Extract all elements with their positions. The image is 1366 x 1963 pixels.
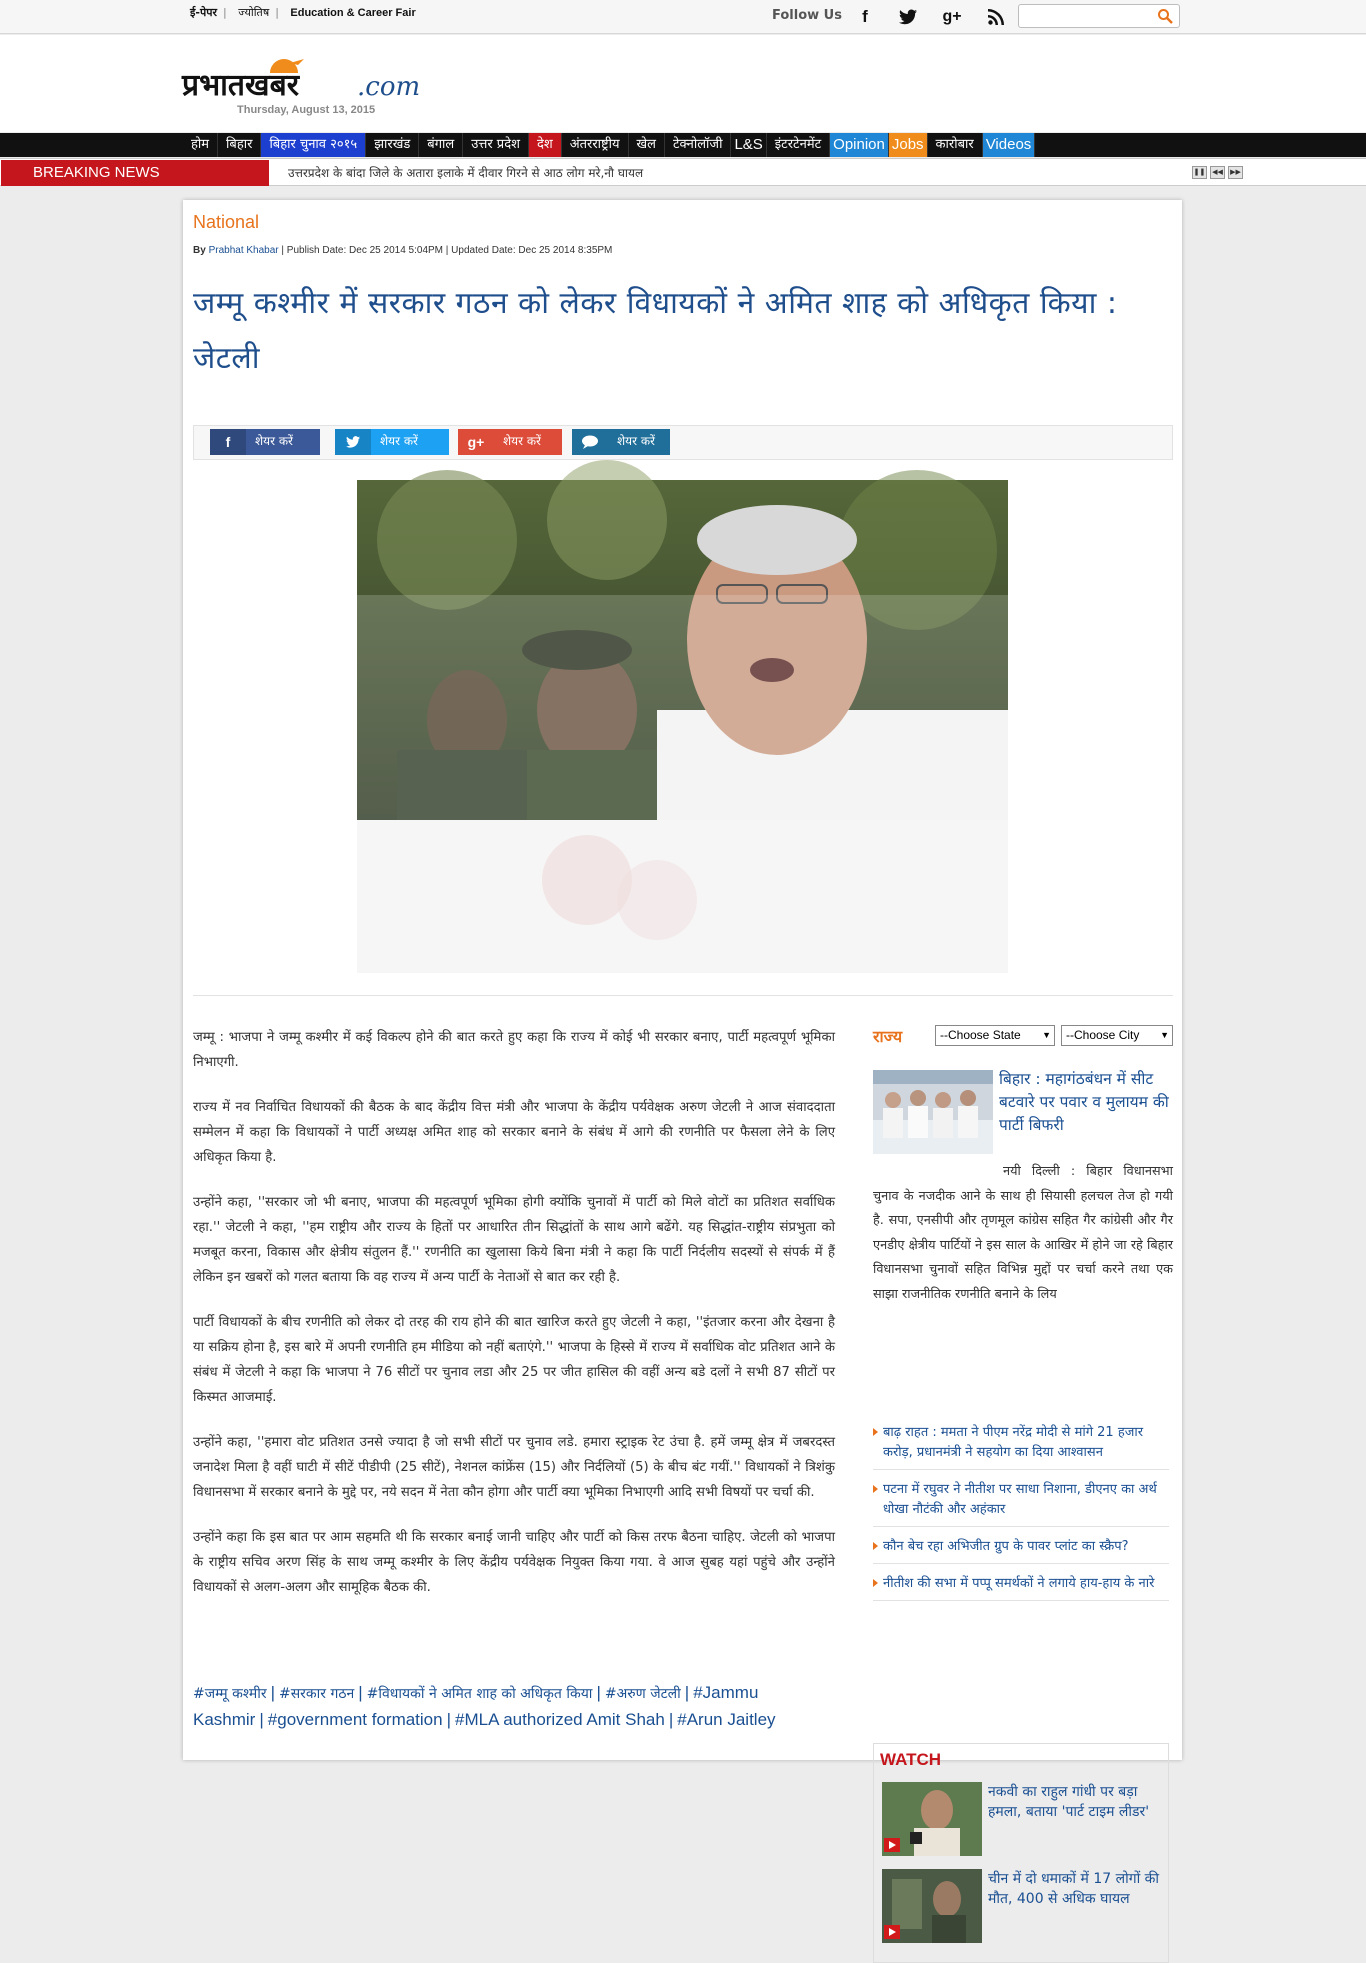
paragraph: उन्होंने कहा, ''हमारा वोट प्रतिशत उनसे ज्यादा है जो सभी सीटों पर चुनाव लडे. हमारा स्ट्राइक रेट उंचा है. हमें जम्मू क्षेत्र में जबरदस्त जनादेश मिला है वहीं घाटी में सीटें पीडीपी (25 सीटें), नेशनल कांफ्रेंस (15) और निर्दलियों (5) के बीच बंट गयीं.'' विधायकों ने त्रिशंकु विधानसभा में सरकार बनाने के मुद्दे पर, नये सदन में नेता कौन होगा और पार्टी क्या भूमिका निभाएगी आदि सभी विषयों पर चर्चा की. bbox=[193, 1435, 835, 1500]
search-input[interactable] bbox=[1018, 4, 1180, 28]
google-plus-icon: g+ bbox=[467, 434, 485, 450]
twitter-icon[interactable] bbox=[897, 6, 919, 28]
ticker-controls bbox=[1192, 166, 1243, 179]
lead-story-image[interactable] bbox=[873, 1070, 993, 1154]
nav-item[interactable]: Jobs bbox=[889, 133, 928, 157]
share-label: शेयर करें bbox=[617, 434, 655, 448]
related-list bbox=[873, 1419, 1169, 1607]
publish-meta: | Publish Date: Dec 25 2014 5:04PM | Updated Date: Dec 25 2014 8:35PM bbox=[281, 245, 613, 256]
epaper-link[interactable]: ई-पेपर bbox=[190, 6, 217, 19]
tag-list bbox=[193, 1680, 843, 1732]
list-item[interactable]: बाढ़ राहत : ममता ने पीएम नरेंद्र मोदी से मांगे 21 हजार करोड़, प्रधानमंत्री ने सहयोग का दिया आश्वासन bbox=[873, 1419, 1169, 1470]
paragraph: उन्होंने कहा, ''सरकार जो भी बनाए, भाजपा की महत्वपूर्ण भूमिका होगी क्योंकि चुनावों में पार्टी को मिले वोटों का प्रतिशत सर्वाधिक रहा.'' जेटली ने कहा, ''हम राष्ट्रीय और राज्य के हितों पर आधारित तीन सिद्धांतों के साथ आगे बढेंगे. यह सिद्धांत-राष्ट्रीय संप्रभुता को मजबूत करना, विकास और क्षेत्रीय संतुलन हैं.'' रणनीति का खुलासा किये बिना मंत्री ने कहा कि पार्टी निर्दलीय सदस्यों से संपर्क में हैं लेकिन इन खबरों को गलत बताया कि वह राज्य में अन्य पार्टी के नेताओं से बात कर रही है. bbox=[193, 1195, 835, 1285]
list-item[interactable]: पटना में रघुवर ने नीतीश पर साधा निशाना, डीएनए का अर्थ धोखा नौटंकी और अहंकार bbox=[873, 1476, 1169, 1527]
follow-us-label: Follow Us bbox=[772, 8, 842, 23]
list-item[interactable]: नीतीश की सभा में पप्पू समर्थकों ने लगाये हाय-हाय के नारे bbox=[873, 1570, 1169, 1601]
share-label: शेयर करें bbox=[503, 434, 541, 448]
paragraph: राज्य में नव निर्वाचित विधायकों की बैठक के बाद केंद्रीय वित्त मंत्री और भाजपा के केंद्रीय पर्यवेक्षक अरुण जेटली ने आज संवाददाता सम्मेलन में कहा कि विधायकों ने पार्टी अध्यक्ष अमित शाह को सरकार बनाने के संबंध में आगे की रणनीति पर फैसला लेने के लिए अधिकृत किया है. bbox=[193, 1100, 835, 1165]
lead-story-text: नयी दिल्ली : बिहार विधानसभा चुनाव के नजदीक आने के साथ ही सियासी हलचल तेज हो गयी है. सपा, एनसीपी और तृणमूल कांग्रेस सहित गैर कांग्रेसी और गैर एनडीए क्षेत्रीय पार्टियों ने इस साल के आखिर में होने जा रहे बिहार विधानसभा चुनावों सहित विभिन्न मुद्दों पर चर्चा करने तथा एक साझा राजनीतिक रणनीति बनाने के लिय bbox=[873, 1164, 1173, 1302]
by-label: By bbox=[193, 245, 206, 256]
comment-share-button[interactable] bbox=[572, 429, 670, 455]
comment-icon bbox=[572, 429, 608, 455]
video-thumbnail[interactable] bbox=[882, 1782, 982, 1856]
tag-link[interactable]: #विधायकों ने अमित शाह को अधिकृत किया bbox=[366, 1686, 593, 1702]
tag-separator: | bbox=[259, 1710, 264, 1729]
rajya-label: राज्य bbox=[873, 1027, 903, 1046]
google-plus-share-button[interactable] bbox=[458, 429, 562, 455]
divider bbox=[193, 995, 1173, 996]
paragraph: उन्होंने कहा कि इस बात पर आम सहमति थी कि सरकार बनाई जानी चाहिए और पार्टी को किस तरफ बैठना चाहिए. जेटली को भाजपा के राष्ट्रीय सचिव अरण सिंह के साथ जम्मू कश्मीर के लिए केंद्रीय पर्यवेक्षक नियुक्त किया गया. वे आज सुबह यहां पहुंचे और उन्होंने विधायकों से अलग-अलग और सामूहिक बैठक की. bbox=[193, 1530, 835, 1595]
section-label[interactable]: National bbox=[193, 212, 260, 232]
nav-item[interactable]: बंगाल bbox=[419, 133, 463, 157]
svg-text:प्रभातखबर: प्रभातखबर bbox=[182, 68, 299, 103]
facebook-icon: f bbox=[210, 429, 246, 455]
nav-item[interactable]: बिहार चुनाव २०१५ bbox=[261, 133, 366, 157]
state-select-value: --Choose State bbox=[940, 1028, 1021, 1042]
breaking-news-bar bbox=[0, 158, 1366, 186]
state-select[interactable] bbox=[935, 1025, 1055, 1046]
page-title: जम्मू कश्मीर में सरकार गठन को लेकर विधायकों ने अमित शाह को अधिकृत किया : जेटली bbox=[193, 286, 1118, 376]
separator: | bbox=[222, 6, 227, 19]
share-label: शेयर करें bbox=[380, 434, 418, 448]
education-fair-link[interactable]: Education & Career Fair bbox=[290, 7, 416, 19]
astrology-link[interactable]: ज्योतिष bbox=[238, 6, 270, 19]
google-plus-icon[interactable]: g+ bbox=[942, 8, 962, 25]
article-card bbox=[183, 200, 1182, 1907]
header-date: Thursday, August 13, 2015 bbox=[237, 104, 376, 116]
nav-item[interactable]: खेल bbox=[629, 133, 665, 157]
nav-item[interactable]: Opinion bbox=[830, 133, 889, 157]
city-select-value: --Choose City bbox=[1066, 1028, 1140, 1042]
nav-items bbox=[183, 133, 1035, 157]
nav-item[interactable]: झारखंड bbox=[366, 133, 419, 157]
facebook-share-button[interactable] bbox=[210, 429, 320, 455]
site-header bbox=[0, 35, 1366, 132]
tag-link[interactable]: #Arun Jaitley bbox=[677, 1710, 776, 1729]
tag-link[interactable]: #MLA authorized Amit Shah bbox=[455, 1710, 665, 1729]
share-label: शेयर करें bbox=[255, 434, 293, 448]
tag-separator: | bbox=[358, 1683, 363, 1702]
main-nav bbox=[0, 133, 1366, 157]
next-icon[interactable]: ▶▶ bbox=[1228, 166, 1243, 179]
pause-icon[interactable]: ❚❚ bbox=[1192, 166, 1207, 179]
nav-item[interactable]: Videos bbox=[983, 133, 1036, 157]
video-title[interactable]: चीन में दो धमाकों में 17 लोगों की मौत, 400 से अधिक घायल bbox=[988, 1871, 1160, 1907]
top-links bbox=[190, 5, 422, 20]
rss-icon[interactable] bbox=[985, 6, 1007, 28]
twitter-share-button[interactable] bbox=[335, 429, 449, 455]
nav-item[interactable]: अंतरराष्ट्रीय bbox=[562, 133, 629, 157]
byline bbox=[193, 245, 612, 256]
video-title[interactable]: नकवी का राहुल गांधी पर बड़ा हमला, बताया 'पार्ट टाइम लीडर' bbox=[988, 1784, 1150, 1820]
state-selector-row bbox=[873, 1025, 1173, 1047]
watch-box bbox=[873, 1743, 1169, 1963]
share-bar bbox=[193, 425, 1173, 460]
tag-separator: | bbox=[596, 1683, 601, 1702]
nav-item[interactable]: उत्तर प्रदेश bbox=[463, 133, 529, 157]
tag-separator: | bbox=[446, 1710, 452, 1729]
nav-item[interactable]: इंटरटेनमेंट bbox=[767, 133, 830, 157]
paragraph: जम्मू : भाजपा ने जम्मू कश्मीर में कई विकल्प होने की बात करते हुए कहा कि राज्य में कोई भी सरकार बनाए, पार्टी महत्वपूर्ण भूमिका निभाएगी. bbox=[193, 1030, 835, 1070]
tag-separator: | bbox=[684, 1683, 690, 1702]
chevron-down-icon: ▼ bbox=[1160, 1030, 1169, 1040]
nav-item[interactable]: होम bbox=[183, 133, 218, 157]
top-strip bbox=[0, 0, 1366, 34]
nav-item[interactable]: बिहार bbox=[218, 133, 261, 157]
list-item[interactable]: कौन बेच रहा अभिजीत ग्रुप के पावर प्लांट का स्क्रैप? bbox=[873, 1533, 1169, 1564]
article-photo bbox=[357, 480, 1008, 973]
twitter-icon bbox=[335, 429, 371, 455]
facebook-icon[interactable]: f bbox=[862, 7, 868, 26]
tag-link[interactable]: #अरुण जेटली bbox=[604, 1686, 681, 1702]
watch-label: WATCH bbox=[880, 1750, 942, 1769]
paragraph: पार्टी विधायकों के बीच रणनीति को लेकर दो तरह की राय होने की बात खारिज करते हुए जेटली ने कहा, ''इंतजार करना और देखना है या सक्रिय होना है, इस बारे में अपनी रणनीति हम मीडिया को नहीं बताएंगे.'' भाजपा के हिस्से में राज्य में सर्वाधिक वोट प्रतिशत आने के संबंध में जेटली ने कहा कि भाजपा ने 76 सीटों पर चुनाव लडा और 25 पर जीत हासिल की वहीं अन्य बडे दलों ने सभी 87 सीटों पर किस्मत आजमाई. bbox=[193, 1315, 835, 1405]
tag-separator: | bbox=[668, 1710, 674, 1729]
tag-separator: | bbox=[270, 1683, 275, 1702]
search-icon[interactable] bbox=[1157, 8, 1173, 24]
lead-story-title[interactable]: बिहार : महागंठबंधन में सीट बटवारे पर पवार व मुलायम की पार्टी बिफरी bbox=[999, 1070, 1169, 1134]
prev-icon[interactable]: ◀◀ bbox=[1210, 166, 1225, 179]
breaking-news-label: BREAKING NEWS bbox=[1, 160, 269, 186]
tag-link[interactable]: #जम्मू कश्मीर bbox=[193, 1686, 267, 1702]
separator: | bbox=[275, 6, 279, 19]
nav-item[interactable]: टेक्नोलॉजी bbox=[665, 133, 731, 157]
video-thumbnail[interactable] bbox=[882, 1869, 982, 1943]
sidebar bbox=[873, 1025, 1173, 1907]
tag-link[interactable]: #Jammu Kashmir bbox=[193, 1683, 759, 1729]
svg-text:.com: .com bbox=[357, 72, 421, 102]
tag-link[interactable]: #government formation bbox=[267, 1710, 443, 1729]
breaking-news-ticker[interactable]: उत्तरप्रदेश के बांदा जिले के अतारा इलाके में दीवार गिरने से आठ लोग मरे,नौ घायल bbox=[288, 166, 644, 180]
tag-link[interactable]: #सरकार गठन bbox=[278, 1686, 355, 1702]
author-link[interactable]: Prabhat Khabar bbox=[208, 245, 279, 256]
nav-item[interactable]: देश bbox=[529, 133, 562, 157]
nav-item[interactable]: कारोबार bbox=[928, 133, 983, 157]
city-select[interactable] bbox=[1061, 1025, 1173, 1046]
chevron-down-icon: ▼ bbox=[1042, 1030, 1051, 1040]
article-body bbox=[193, 1025, 835, 1620]
nav-item[interactable]: L&S bbox=[731, 133, 766, 157]
site-logo[interactable] bbox=[182, 57, 452, 109]
